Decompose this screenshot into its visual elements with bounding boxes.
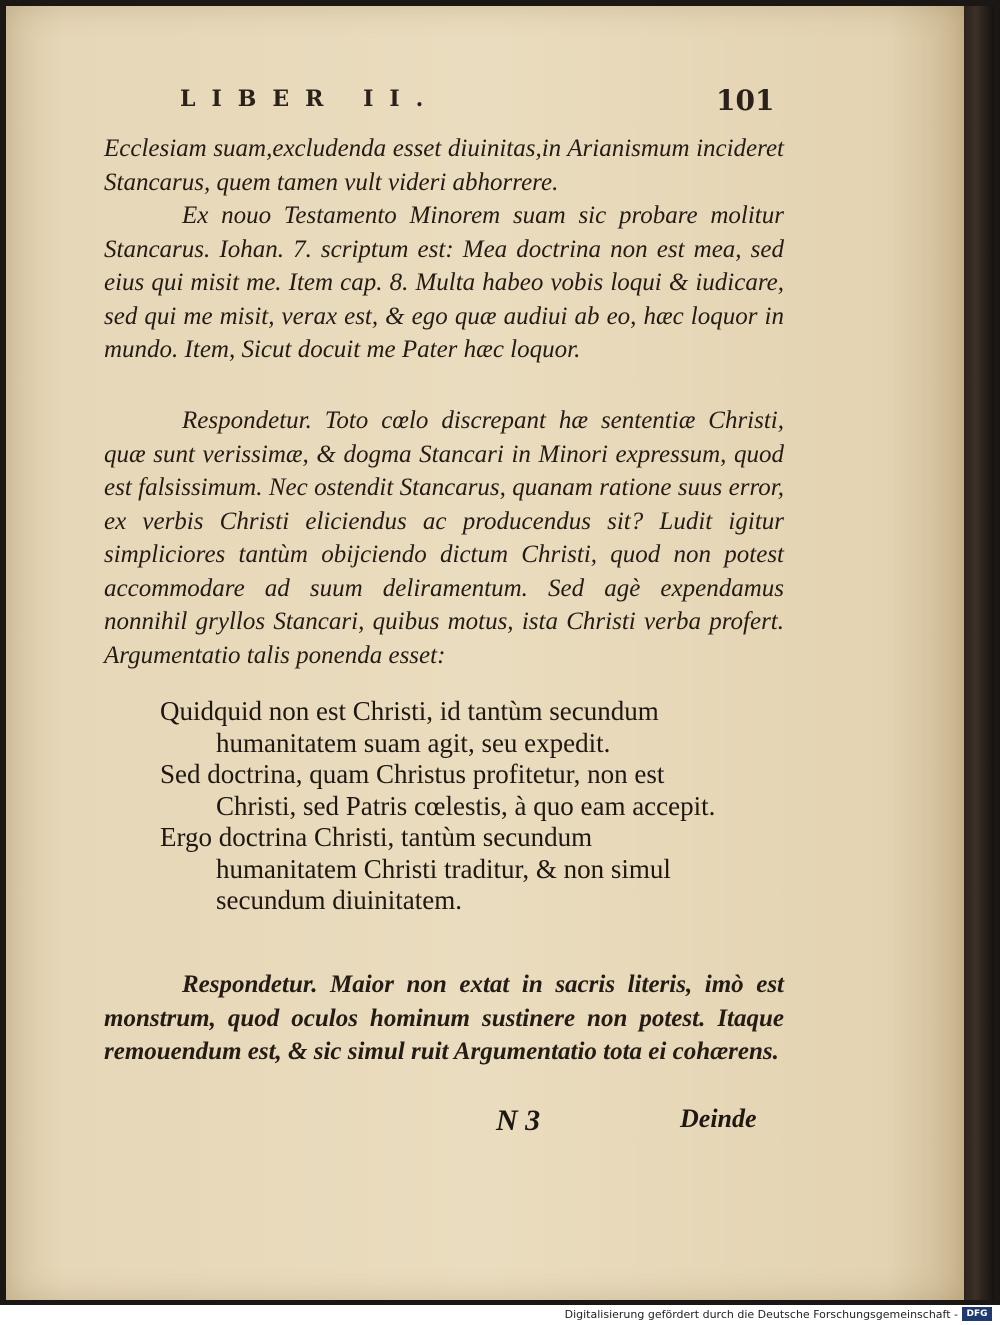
- footer-bar: [0, 1305, 1000, 1325]
- text-block-top: [104, 132, 784, 367]
- dfg-logo-icon: DFG: [962, 1307, 992, 1321]
- syllogism: [160, 696, 720, 917]
- page-number: 101: [716, 84, 775, 117]
- paragraph-continuation: Ecclesiam suam,excludenda esset diuinitas,in Arianismum incideret Stancarus, quem tamen vult videri abhorrere.: [104, 135, 784, 196]
- paragraph-respondetur-1: Respondetur. Toto cœlo discrepant hæ sententiæ Christi, quæ sunt verissimæ, & dogma Stancari in Minori expressum, quod est falsissimum. Nec ostendit Stancarus, quanam ratione suus error, ex verbis Christi eliciendus ac producendus sit? Ludit igitur simpliciores tantùm obijciendo dictum Christi, quod non potest accommodare ad suum deliramentum. Sed agè expendamus nonnihil gryllos Stancari, quibus motus, ista Christi verba profert. Argumentatio talis ponenda esset:: [104, 407, 784, 669]
- page-edge: [964, 6, 994, 1300]
- paragraph-new-testament: Ex nouo Testamento Minorem suam sic probare molitur Stancarus. Iohan. 7. scriptum est: Mea doctrina non est mea, sed eius qui misit me. Item cap. 8. Multa habeo vobis loqui & iudicare, sed qui me misit, verax est, & ego quæ audiui ab eo, hæc loquor in mundo. Item, Sicut docuit me Pater hæc loquor.: [104, 202, 784, 363]
- running-head: LIBER II.: [180, 86, 440, 112]
- syllogism-minor: Sed doctrina, quam Christus profitetur, non est Christi, sed Patris cœlestis, à quo eam accepit.: [160, 759, 716, 821]
- paragraph-respondetur-2: Respondetur. Maior non extat in sacris literis, imò est monstrum, quod oculos hominum sustinere non potest. Itaque remouendum est, & sic simul ruit Argumentatio tota ei cohærens.: [104, 971, 784, 1065]
- syllogism-major: Quidquid non est Christi, id tantùm secundum humanitatem suam agit, seu expedit.: [160, 696, 659, 758]
- syllogism-conclusion: Ergo doctrina Christi, tantùm secundum humanitatem Christi traditur, & non simul secundum diuinitatem.: [160, 822, 671, 915]
- text-block-middle: [104, 404, 784, 672]
- catchword: Deinde: [680, 1104, 757, 1133]
- signature-mark: N 3: [496, 1104, 541, 1137]
- text-block-bottom: [104, 968, 784, 1069]
- funding-note: Digitalisierung gefördert durch die Deutsche Forschungsgemeinschaft -: [564, 1308, 958, 1321]
